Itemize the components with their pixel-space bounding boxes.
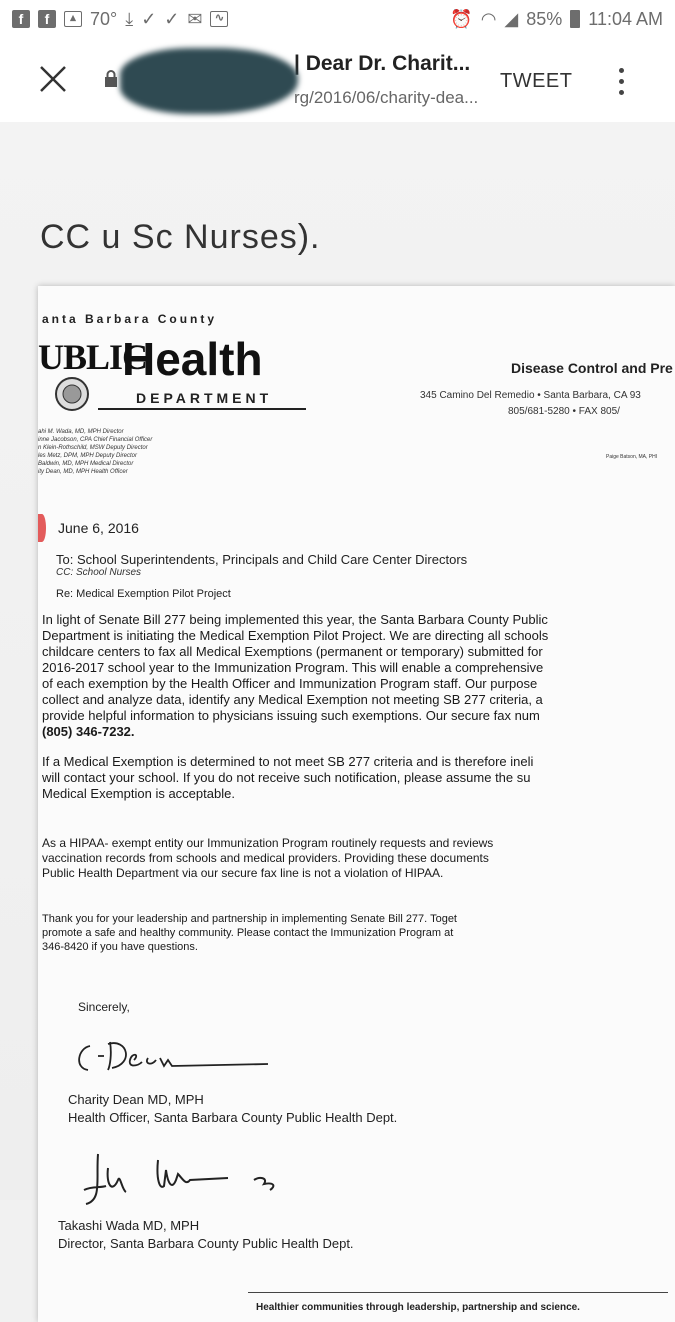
facebook-icon: f [38,10,56,28]
browser-toolbar [0,38,675,122]
signer-2-name: Takashi Wada MD, MPH [58,1218,200,1233]
paragraph-line: 346-8420 if you have questions. [42,941,198,953]
letter-document [38,286,675,1322]
letter-to: To: School Superintendents, Principals and Child Care Center Directors [56,552,468,567]
letterhead-address: 345 Camino Del Remedio • Santa Barbara, CA 93 [420,390,641,401]
paragraph-line: Medical Exemption is acceptable. [42,786,235,801]
redaction-scribble [120,48,298,114]
staff-list [38,428,152,476]
letterhead-health: Health [122,333,263,385]
staff-line: ity Dean, MD, MPH Health Officer [38,469,128,475]
staff-line: inne Jacobson, CPA Chief Financial Officer [38,437,153,443]
photo-area [0,122,675,1313]
letter-re: Re: Medical Exemption Pilot Project [56,588,231,600]
county-seal-icon [54,376,90,412]
status-left [12,9,228,30]
letter-cc: CC: School Nurses [56,567,142,578]
facebook-icon: f [12,10,30,28]
letterhead-rule [98,408,306,410]
staff-line: n Klein-Rothschild, MSW Deputy Director [38,445,148,451]
tweet-button[interactable]: TWEET [500,70,573,92]
letterhead-public: UBLIC [38,337,148,377]
status-right [450,9,663,30]
paragraph-2 [42,754,533,802]
paragraph-line: Thank you for your leadership and partnership in implementing Senate Bill 277. Toget [42,913,457,925]
image-icon: ▴ [64,11,82,27]
paragraph-4 [42,912,457,954]
letterhead-phone: 805/681-5280 • FAX 805/ [508,406,620,417]
footer-rule [248,1292,668,1293]
check-icon: ✓ [141,8,157,29]
mail-icon: ✉ [187,8,203,29]
staff-line: ahi M. Wada, MD, MPH Director [38,429,124,435]
paragraph-line: childcare centers to fax all Medical Exemptions (permanent or temporary) submitted for [42,644,543,659]
paragraph-line: will contact your school. If you do not receive such notification, please assume the su [42,770,531,785]
page-title[interactable]: | Dear Dr. Charit... [294,52,471,75]
check-icon: ✓ [164,8,180,29]
signal-icon: ◢ [504,8,519,29]
paragraph-line: of each exemption by the Health Officer and Immunization Program staff. Our purpose [42,676,538,691]
paragraph-line: provide helpful information to physicians issuing such exemptions. Our secure fax num [42,708,540,723]
paragraph-line: vaccination records from schools and medical providers. Providing these documents [42,851,489,865]
staff-line: Baldwin, MD, MPH Medical Director [38,461,134,467]
paragraph-line: collect and analyze data, identify any Medical Exemption not meeting SB 277 criteria, a [42,692,543,707]
staff-line: les Metz, DPM, MPH Deputy Director [38,453,138,459]
download-icon: ⤓ [125,8,134,29]
paragraph-line: (805) 346-7232. [42,724,135,739]
letterhead-division: Disease Control and Pre [511,360,673,376]
letterhead-department: DEPARTMENT [136,390,273,406]
more-options-icon[interactable] [614,64,628,98]
paper-fold-mark [38,514,46,542]
letter-closing: Sincerely, [78,1000,130,1014]
battery-icon [570,10,580,28]
paragraph-line: If a Medical Exemption is determined to not meet SB 277 criteria and is therefore ineli [42,754,534,769]
right-staff: Paige Batson, MA, PHI [606,454,658,460]
signature-dean [68,1034,278,1078]
letter-footer: Healthier communities through leadership, partnership and science. [256,1302,580,1313]
lock-icon [104,70,118,88]
wifi-icon: ◠ [480,8,497,29]
letter-date: June 6, 2016 [58,520,139,536]
signer-1-title: Health Officer, Santa Barbara County Public Health Dept. [68,1110,398,1125]
signer-2-title: Director, Santa Barbara County Public Health Dept. [58,1236,354,1251]
paragraph-line: As a HIPAA- exempt entity our Immunization Program routinely requests and reviews [42,836,494,850]
status-bar [0,0,675,38]
paragraph-line: 2016-2017 school year to the Immunization Program. This will enable a comprehensive [42,660,544,675]
paragraph-line: Department is initiating the Medical Exemption Pilot Project. We are directing all schools [42,628,549,643]
battery-level: 85% [526,8,563,29]
paragraph-line: In light of Senate Bill 277 being implemented this year, the Santa Barbara County Public [42,612,548,627]
paragraph-line: promote a safe and healthy community. Please contact the Immunization Program at [42,927,454,939]
page-url[interactable]: rg/2016/06/charity-dea... [294,88,479,107]
signature-wada [78,1150,318,1210]
paragraph-3 [42,836,493,881]
clock: 11:04 AM [588,8,663,29]
paragraph-line: Public Health Department via our secure fax line is not a violation of HIPAA. [42,866,444,880]
paragraph-1 [42,612,548,740]
signer-1-name: Charity Dean MD, MPH [68,1092,204,1107]
letterhead-county: anta Barbara County [42,312,218,326]
cropped-text: CC u Sc Nurses). [40,218,321,256]
close-icon[interactable] [36,62,70,96]
temperature: 70° [90,8,118,29]
pulse-icon: ∿ [210,11,228,27]
alarm-icon: ⏰ [450,8,473,29]
